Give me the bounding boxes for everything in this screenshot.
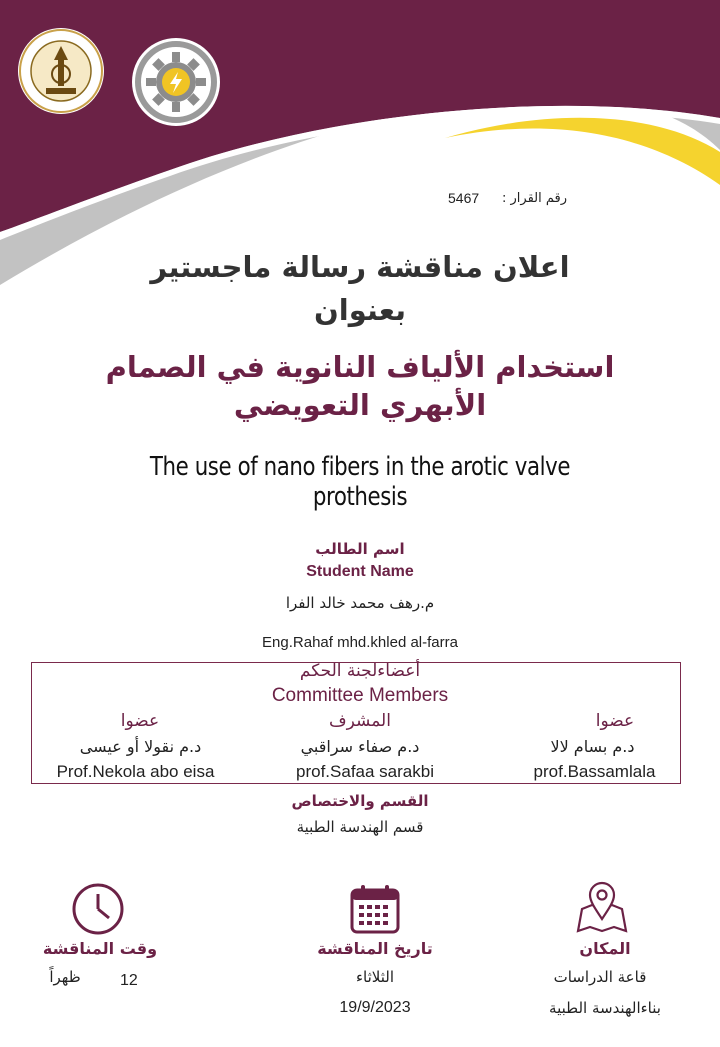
place-label: المكان (579, 939, 631, 958)
member-3-name-ar: د.م نقولا أو عيسى (79, 737, 202, 756)
announcement-heading: اعلان مناقشة رسالة ماجستير (150, 250, 570, 284)
student-label-ar: اسم الطالب (315, 540, 405, 558)
member-2-role: المشرف (329, 711, 391, 731)
committee-title-ar: أعضاءلجنة الحكم (299, 661, 421, 681)
time-period: ظهراً (49, 968, 81, 986)
place-line2: بناءالهندسة الطبية (549, 999, 661, 1017)
university-logo (18, 28, 104, 114)
student-label-en: Student Name (306, 563, 414, 580)
department-value: قسم الهندسة الطبية (296, 818, 424, 836)
committee-title-en: Committee Members (271, 685, 449, 706)
decision-label: رقم القرار : (502, 191, 567, 206)
faculty-logo (132, 38, 220, 126)
member-3-name-en: Prof.Nekola abo eisa (56, 762, 215, 781)
member-2-name-en: prof.Safaa sarakbi (296, 762, 434, 781)
decision-number: 5467 (448, 190, 480, 206)
calendar-icon (349, 883, 401, 935)
date-day: الثلاثاء (355, 968, 394, 986)
member-1-name-ar: د.م بسام لالا (550, 737, 635, 756)
member-2-name-ar: د.م صفاء سراقبي (300, 737, 420, 756)
member-1-name-en: prof.Bassamlala (533, 762, 656, 781)
date-label: تاريخ المناقشة (317, 939, 433, 958)
member-1-role: عضوا (595, 711, 635, 731)
time-label: وقت المناقشة (42, 939, 158, 958)
time-hour: 12 (120, 972, 138, 989)
clock-icon (71, 882, 125, 936)
member-3-role: عضوا (120, 711, 160, 731)
decision-number-row (448, 190, 588, 212)
student-name-en: Eng.Rahaf mhd.khled al-farra (262, 634, 458, 651)
location-pin-icon (576, 879, 628, 935)
department-label: القسم والاختصاص (291, 792, 429, 810)
thesis-title-en: The use of nano fibers in the arotic valve prothesis (149, 452, 571, 512)
place-line1: قاعة الدراسات (553, 968, 647, 986)
announcement-subheading: بعنوان (314, 293, 406, 327)
student-name-ar: م.رهف محمد خالد الفرا (285, 594, 435, 612)
thesis-title-ar-line1: استخدام الألياف النانوية في الصمام (105, 350, 615, 384)
thesis-title-ar-line2: الأبهري التعويضي (233, 388, 487, 422)
date-value: 19/9/2023 (339, 999, 411, 1016)
